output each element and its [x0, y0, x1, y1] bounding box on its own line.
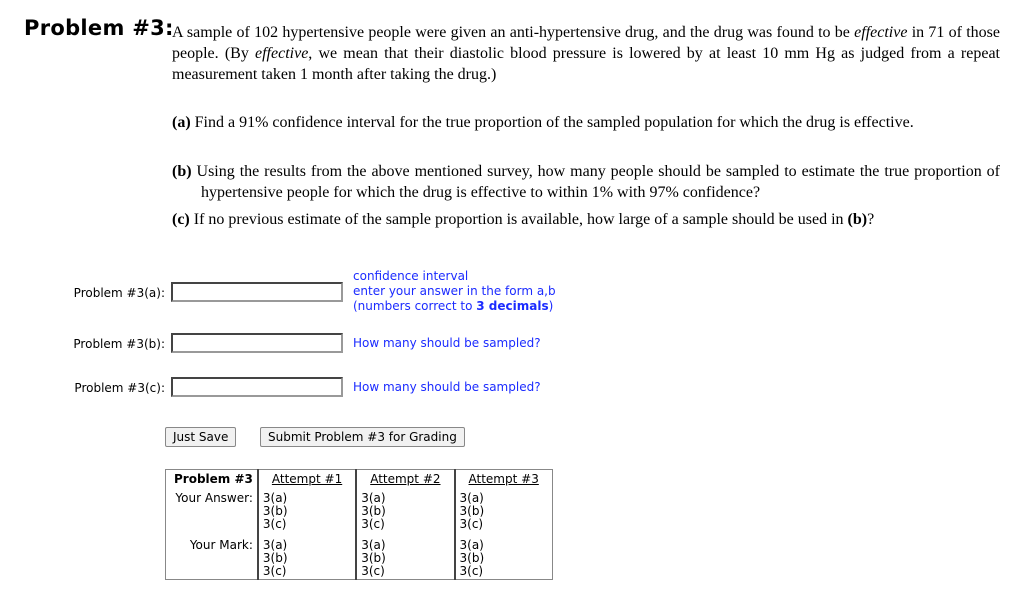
hint-line: confidence interval: [353, 269, 469, 283]
attempt-header: Attempt #1: [258, 470, 356, 492]
table-row: [166, 491, 553, 538]
cell-item: 3(c): [361, 517, 385, 531]
cell-item: 3(a): [459, 538, 484, 552]
part-text: Using the results from the above mentioned survey, how many people should be sampled to estimate the true proportion of hypertensive people for which the drug is effective to within 1% with 97% confidence?: [191, 163, 1000, 201]
cell-item: 3(b): [459, 504, 485, 518]
answer-label: Problem #3(b):: [73, 337, 165, 351]
answer-input-3b[interactable]: [171, 333, 343, 353]
hint-line: [353, 299, 556, 314]
part-text: Find a 91% confidence interval for the true proportion of the sampled population for which the drug is effective.: [190, 114, 914, 131]
just-save-button[interactable]: Just Save: [165, 427, 236, 447]
part-text: If no previous estimate of the sample proportion is available, how large of a sample should be used in: [189, 211, 848, 228]
statement-text: A sample of 102 hypertensive people were given an anti-hypertensive drug, and the drug was found to be: [172, 24, 855, 41]
attempt-cell: [258, 491, 356, 538]
statement-emphasis: effective: [854, 24, 908, 41]
attempt-cell: [258, 538, 356, 580]
hint-text: (numbers correct to: [353, 299, 477, 313]
attempt-cell: [455, 491, 553, 538]
answer-hint: How many should be sampled?: [353, 380, 541, 394]
answer-row-label: Your Answer:: [175, 491, 253, 505]
answer-hint: [353, 269, 556, 314]
hint-text: ): [548, 299, 554, 313]
statement-text: in 71 of those people. (By: [172, 24, 1000, 62]
cell-item: 3(c): [459, 517, 484, 531]
answer-input-3c[interactable]: [171, 377, 343, 397]
part-label: (a): [172, 114, 191, 131]
table-row: [166, 538, 553, 580]
table-header: Problem #3: [174, 472, 253, 486]
answer-label: Problem #3(a):: [73, 286, 165, 300]
cell-item: 3(c): [262, 517, 287, 531]
cell-item: 3(c): [459, 564, 484, 578]
attempt-cell: [356, 538, 454, 580]
part-a: [172, 112, 1000, 133]
cell-item: 3(b): [262, 551, 288, 565]
submit-button[interactable]: Submit Problem #3 for Grading: [260, 427, 465, 447]
cell-item: 3(a): [361, 538, 386, 552]
hint-emphasis: 3 decimals: [476, 299, 549, 313]
cell-item: 3(a): [459, 491, 484, 505]
cell-item: 3(b): [262, 504, 288, 518]
problem-title: Problem #3:: [24, 16, 174, 40]
part-b: [172, 161, 1000, 203]
attempt-header: Attempt #2: [356, 470, 454, 492]
part-text: ?: [867, 211, 875, 228]
statement-emphasis: effective: [255, 45, 309, 62]
attempts-table: [165, 469, 553, 580]
cell-item: 3(a): [262, 491, 288, 505]
part-c: [172, 209, 1000, 230]
hint-line: enter your answer in the form a,b: [353, 284, 556, 298]
answer-hint: How many should be sampled?: [353, 336, 541, 350]
cell-item: 3(c): [361, 564, 385, 578]
attempt-cell: [455, 538, 553, 580]
attempt-cell: [356, 491, 454, 538]
mark-row-label: Your Mark:: [189, 538, 253, 552]
cell-item: 3(a): [361, 491, 386, 505]
cell-item: 3(a): [262, 538, 288, 552]
attempt-header: Attempt #3: [455, 470, 553, 492]
cell-item: 3(b): [361, 504, 386, 518]
answer-label: Problem #3(c):: [74, 381, 165, 395]
part-ref: (b): [847, 211, 868, 228]
problem-statement: [172, 22, 1000, 85]
cell-item: 3(b): [459, 551, 485, 565]
statement-text: , we mean that their diastolic blood pressure is lowered by at least 10 mm Hg as judged from a repeat measurement taken 1 month after taking the drug.): [172, 45, 1000, 83]
answer-input-3a[interactable]: [171, 282, 343, 302]
part-label: (b): [172, 163, 192, 180]
part-label: (c): [172, 211, 190, 228]
cell-item: 3(c): [262, 564, 287, 578]
cell-item: 3(b): [361, 551, 386, 565]
